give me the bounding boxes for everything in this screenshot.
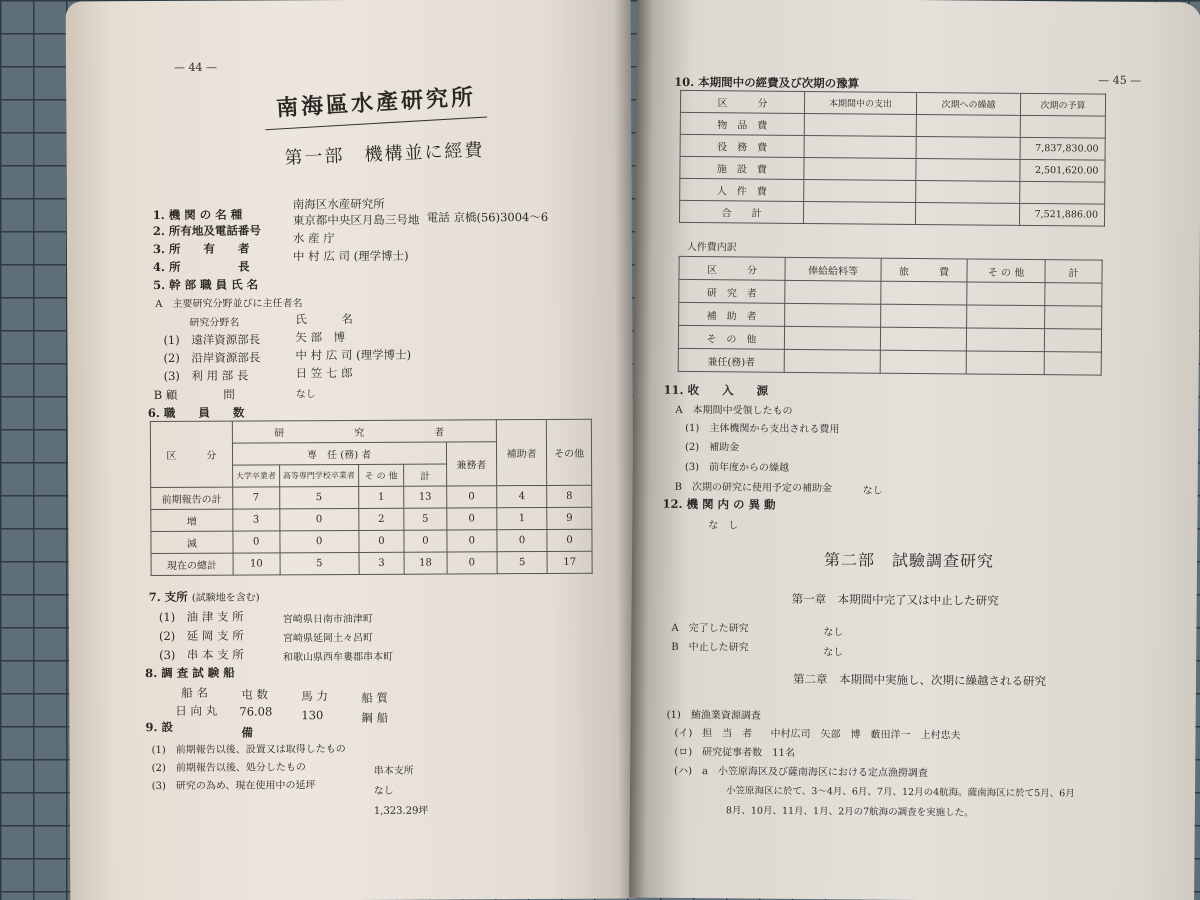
table-row: 増 3 0 2 5 0 1 9 bbox=[151, 507, 592, 531]
part-title: 第一部 機構並に經費 bbox=[284, 139, 485, 169]
income-section-a: A 本期間中受領したもの bbox=[675, 404, 793, 417]
personnel-cost-label: 人件費内訳 bbox=[686, 241, 737, 254]
income-section-b: B 次期の研究に使用予定の補助金 bbox=[674, 481, 833, 495]
page-number: — 45 — bbox=[1098, 73, 1142, 87]
subheader: そ の 他 bbox=[358, 464, 404, 486]
branch-name: (1) 油 津 支 所 bbox=[158, 609, 244, 625]
branch-location: 宮崎県延岡土々呂町 bbox=[282, 632, 374, 645]
facility-item: (1) 前期報告以後、設置又は取得したもの bbox=[151, 744, 346, 757]
item-label: 4. 所 長 bbox=[153, 259, 250, 275]
facility-area: 1,323.29坪 bbox=[373, 805, 429, 817]
phone-number: 電話 京橋(56)3004〜6 bbox=[426, 209, 549, 225]
branch-location: 宮崎県日南市油津町 bbox=[282, 613, 373, 626]
advisor-label: B 顧 問 bbox=[153, 387, 235, 403]
vessel-horsepower: 130 bbox=[301, 708, 324, 723]
item-value: 中 村 広 司 (理学博士) bbox=[292, 248, 409, 264]
part2-title: 第二部 試驗調查研究 bbox=[823, 550, 995, 571]
income-item: (1) 主体機関から支出される費用 bbox=[685, 422, 840, 436]
chapter2-title: 第二章 本期間中実施し、次期に繰越される研究 bbox=[792, 671, 1047, 689]
section-a-label: A 主要研究分野並びに主任者名 bbox=[155, 298, 303, 311]
advisor-value: なし bbox=[295, 389, 316, 401]
header-other: その他 bbox=[547, 419, 592, 485]
research-lead-label: (イ) 担 当 者 bbox=[674, 727, 753, 740]
research-detail: 小笠原海区に於て、3〜4月、6月、7月、12月の4航海。薩南海区に於て5月、6月 bbox=[725, 785, 1075, 800]
header-researcher: 研 究 者 bbox=[232, 420, 496, 443]
table-row: 現在の總計 10 5 3 18 0 5 17 bbox=[151, 551, 592, 575]
chapter1-value: なし bbox=[823, 647, 844, 659]
vessel-header: 船 名 bbox=[181, 685, 208, 700]
income-heading: 11. 收 入 源 bbox=[663, 382, 769, 398]
subheader: 大学卒業者 bbox=[232, 465, 279, 487]
vessel-header: 船 質 bbox=[361, 690, 388, 705]
changes-heading: 12. 機 関 内 の 異 動 bbox=[662, 496, 776, 512]
research-lead-names: 中村広司 矢部 博 藪田洋一 上村忠夫 bbox=[770, 728, 961, 742]
item-value: 東京都中央区月島三号地 bbox=[292, 212, 420, 228]
vessel-header: 屯 数 bbox=[241, 687, 268, 702]
facility-value: なし bbox=[373, 785, 394, 797]
right-page bbox=[629, 0, 1200, 900]
facilities-heading: 9. 設 bbox=[145, 719, 173, 735]
header-assistant: 補助者 bbox=[496, 419, 547, 485]
chapter1-item: A 完了した研究 bbox=[671, 622, 749, 635]
research-detail: 8月、10月、11月、1月、2月の7航海の調査を実施した。 bbox=[725, 805, 974, 819]
table-row: 物 品 費 bbox=[680, 112, 1105, 138]
table-row: 施 設 費 2,501,620.00 bbox=[680, 156, 1105, 182]
subheader: 計 bbox=[404, 464, 446, 486]
income-item: (2) 補助金 bbox=[684, 441, 740, 454]
item-value: 南海区水産研究所 bbox=[292, 196, 385, 212]
table-row: 前期報告の計 7 5 1 13 0 4 8 bbox=[151, 485, 592, 509]
item-label: 5. 幹 部 職 員 氏 名 bbox=[153, 277, 259, 293]
item-label: 3. 所 有 者 bbox=[152, 241, 250, 257]
item-label: 1. 機 関 の 名 種 bbox=[152, 207, 243, 223]
branch-name: (2) 延 岡 支 所 bbox=[158, 628, 244, 644]
institute-title: 南海區水產研究所 bbox=[263, 80, 487, 131]
header-fulltime: 専 任 (務) 者 bbox=[232, 442, 446, 465]
page-number: — 44 — bbox=[173, 60, 218, 74]
vessel-name: 日 向 丸 bbox=[175, 703, 218, 718]
facility-item: (2) 前期報告以後、処分したもの bbox=[151, 762, 306, 775]
staff-field: (1) 遠洋資源部長 bbox=[163, 332, 261, 347]
branch-location: 和歌山県西牟婁郡串本町 bbox=[283, 651, 394, 664]
staff-field: (2) 沿岸資源部長 bbox=[163, 350, 261, 365]
vessel-tonnage: 76.08 bbox=[239, 704, 273, 719]
research-sub-a: (ハ) a 小笠原海区及び薩南海区における定点漁撈調査 bbox=[674, 765, 928, 780]
facility-value: 串本支所 bbox=[373, 765, 414, 777]
changes-value: な し bbox=[708, 520, 739, 532]
name-header: 氏 名 bbox=[295, 311, 353, 327]
header-kubun: 区 分 bbox=[150, 421, 232, 487]
table-row: 補 助 者 bbox=[679, 302, 1102, 329]
facility-item: (3) 研究の為め、現在使用中の延坪 bbox=[151, 780, 316, 793]
chapter1-title: 第一章 本期間中完了又は中止した研究 bbox=[791, 591, 999, 608]
staff-name: 日 笠 七 郎 bbox=[295, 365, 353, 381]
income-item: (3) 前年度からの繰越 bbox=[684, 461, 790, 474]
personnel-heading: 6. 職 員 数 bbox=[147, 405, 245, 421]
table-row: そ の 他 bbox=[678, 325, 1101, 352]
research-staff-count: (ロ) 研究従事者数 11名 bbox=[674, 746, 795, 759]
subheader: 高等専門学校卒業者 bbox=[279, 464, 358, 486]
branches-heading: 7. 支所 (試験地を含む) bbox=[148, 589, 260, 605]
table-row: 研 究 者 bbox=[679, 279, 1102, 306]
table-row: 減 0 0 0 0 0 0 0 bbox=[151, 529, 592, 553]
staff-field: (3) 利 用 部 長 bbox=[163, 368, 249, 383]
chapter1-value: なし bbox=[823, 627, 844, 639]
table-row: 兼任(務)者 bbox=[678, 348, 1101, 375]
personnel-count-table bbox=[150, 419, 593, 576]
budget-table: 区 分 本期間中の支出 次期への繰越 次期の予算 物 品 費 役 務 費 7,837,830.00 施 設 費 2,501,620.00 人 件 費 合 計 7,521,886.00 bbox=[679, 90, 1106, 227]
table-row: 合 計 7,521,886.00 bbox=[679, 200, 1104, 226]
personnel-cost-table: 区 分 俸給給料等 旅 費 そ の 他 計 研 究 者 補 助 者 そ の 他 兼任(務)者 bbox=[678, 256, 1103, 376]
vessel-heading: 8. 調 査 試 験 船 bbox=[145, 665, 235, 681]
staff-name: 中 村 広 司 (理学博士) bbox=[295, 347, 412, 363]
field-header: 研究分野名 bbox=[189, 317, 240, 329]
item-value: 水 産 庁 bbox=[292, 231, 335, 246]
vessel-material: 鋼 船 bbox=[361, 710, 389, 725]
income-section-b-value: なし bbox=[862, 485, 883, 497]
header-concurrent: 兼務者 bbox=[446, 442, 497, 486]
item-label: 2. 所有地及電話番号 bbox=[152, 223, 261, 239]
table-row: 役 務 費 7,837,830.00 bbox=[680, 134, 1105, 160]
budget-heading: 10. 本期間中の經費及び次期の豫算 bbox=[674, 74, 860, 91]
facilities-heading-b: 備 bbox=[241, 725, 254, 740]
chapter1-item: B 中止した研究 bbox=[671, 641, 749, 654]
vessel-header: 馬 力 bbox=[301, 689, 328, 704]
staff-name: 矢 部 博 bbox=[295, 330, 346, 345]
branch-name: (3) 串 本 支 所 bbox=[159, 647, 244, 663]
research-title: (1) 鮪漁業資源調査 bbox=[666, 709, 761, 722]
table-row: 人 件 費 bbox=[680, 178, 1105, 204]
left-page bbox=[66, 0, 636, 900]
